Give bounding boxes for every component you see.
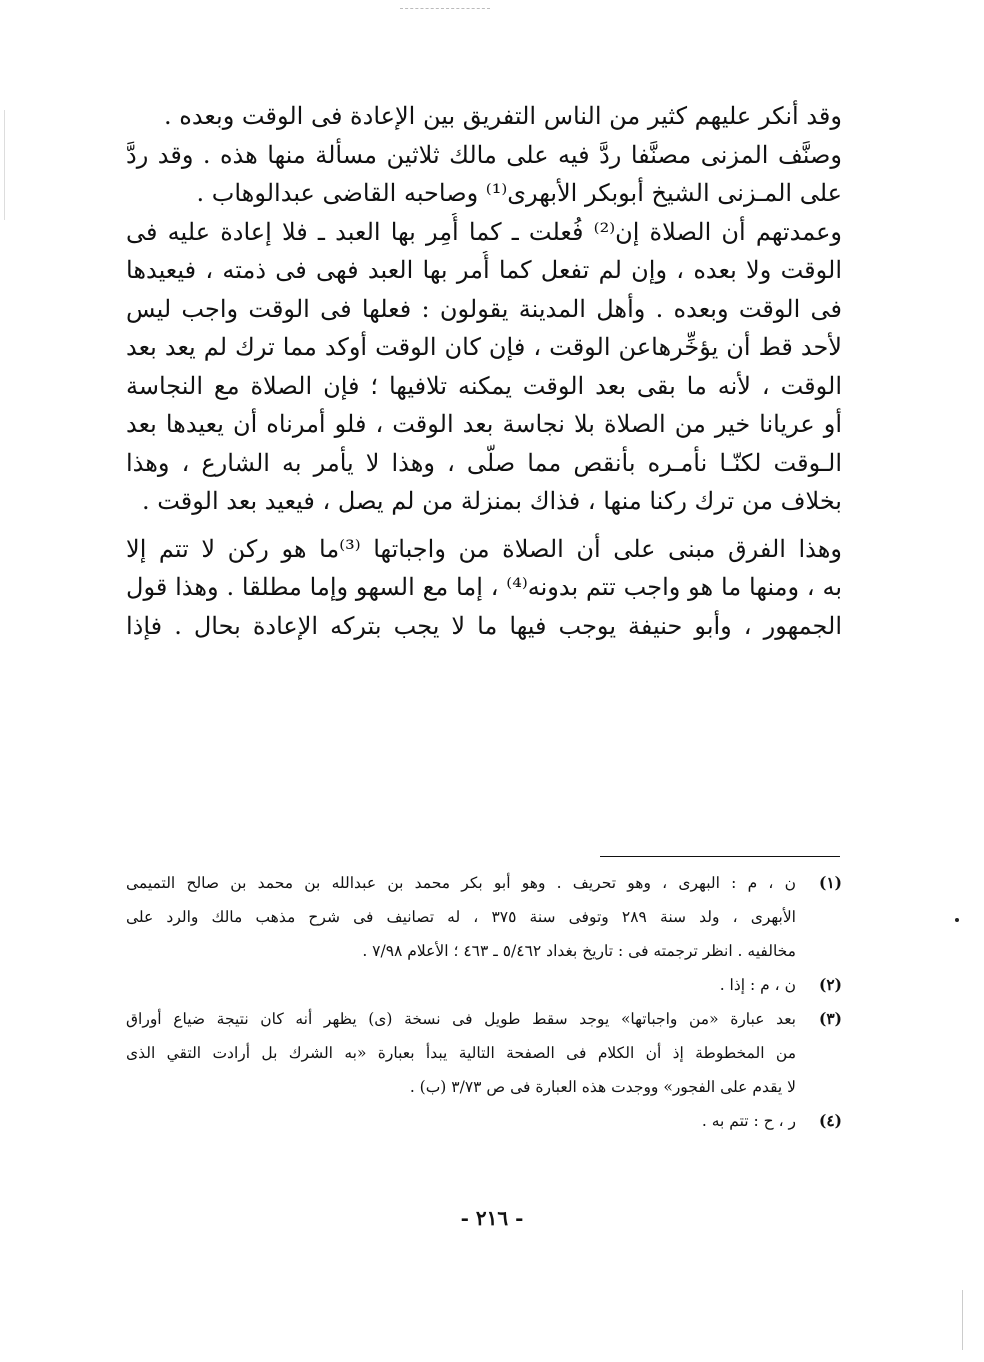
text-line: وهذا الفرق مبنى على أن الصلاة من واجباتها ⁽³⁾ما هو ركن لا تتم إلا (126, 534, 842, 563)
scan-dot (955, 918, 959, 922)
footnote-number: (٢) (818, 975, 842, 994)
footnote-number: (٤) (818, 1111, 842, 1130)
footnote (126, 1002, 842, 1104)
scan-margin-mark (962, 1290, 963, 1350)
footnotes (126, 866, 842, 1138)
footnote-line: ن ، م : إذا . (719, 976, 796, 994)
scan-margin-mark (4, 110, 5, 220)
footnote-line: من المخطوطة إذ أن الكلام فى الصفحة التالية يبدأ بعبارة «به الشرك بل أرادت التقي الذى (126, 1044, 796, 1062)
text-line: الـوقت لكنّـا نأمـره بأنقص مما صلّى ، وهذا لا يأمر به الشارع ، وهذا (126, 448, 842, 477)
text-line: الجمهور ، وأبو حنيفة يوجب فيها ما لا يجب بتركه الإعادة بحال . فإذا (126, 611, 842, 640)
footnote-number: (٣) (818, 1009, 842, 1028)
footnote-line: بعد عبارة «من واجباتها» يوجد سقط طويل فى نسخة (ى) يظهر أنه كان نتيجة ضياع أوراق (126, 1010, 796, 1028)
text-line: وصنَّف المزنى مصنَّفا ردَّ فيه على مالك ثلاثين مسألة منها هذه . وقد ردَّ (126, 140, 842, 169)
footnote (126, 866, 842, 968)
footnote-separator (600, 856, 840, 857)
footnote-line: لا يقدم على الفجور» ووجدت هذه العبارة فى ص ٣/٧٣ (ب) . (409, 1078, 796, 1096)
main-text (126, 97, 842, 645)
footnote (126, 1104, 842, 1138)
footnote-number: (١) (818, 873, 842, 892)
text-line: بخلاف من ترك ركنا منها ، فذاك بمنزلة من لم يصل ، فيعيد بعد الوقت . (141, 487, 842, 515)
text-line: به ، ومنها ما هو واجب تتم بدونه⁽⁴⁾ ، إما مع السهو وإما مطلقا . وهذا قول (126, 573, 842, 601)
footnote-line: ن ، م : البهرى ، وهو تحريف . وهو أبو بكر محمد بن عبدالله بن محمد بن صالح التميمى (126, 874, 796, 892)
footnote (126, 968, 842, 1002)
text-line: الوقت ، لأنه ما بقى بعد الوقت يمكنه تلافيها ؛ فإن الصلاة مع النجاسة (126, 371, 842, 400)
text-line: الوقت ولا بعده ، وإن لم تفعل كما أُمر بها العبد فهى فى ذمته ، فيعيدها (126, 256, 842, 284)
text-line: لأحد قط أن يؤخِّرهاعن الوقت ، فإن كان الوقت أوكد مما ترك لم يعد بعد (126, 333, 842, 361)
text-line: فى الوقت وبعده . وأهل المدينة يقولون : فعلها فى الوقت واجب ليس (126, 294, 842, 323)
text-line: وعمدتهم أن الصلاة إن⁽²⁾ فُعلت ـ كما أُمِر بها العبد ـ فلا إعادة عليه فى (126, 217, 842, 246)
page-number: - ٢١٦ - (460, 1206, 524, 1230)
text-line: وقد أنكر عليهم كثير من الناس التفريق بين الإعادة فى الوقت وبعده . (164, 102, 842, 130)
text-line: أو عريانا خير من الصلاة بلا نجاسة بعد الوقت ، فلو أمرناه أن يعيدها بعد (126, 410, 842, 438)
footnote-line: ر ، ح : تتم به . (701, 1112, 796, 1130)
footnote-line: الأبهرى ، ولد سنة ٢٨٩ وتوفى سنة ٣٧٥ ، له تصانيف فى شرح مذهب مالك والرد على (126, 908, 796, 926)
scan-top-mark (400, 8, 490, 10)
text-line: على المـزنى الشيخ أبوبكر الأبهرى⁽¹⁾ وصاحبه القاضى عبدالوهاب . (196, 179, 842, 207)
footnote-line: مخالفيه . انظر ترجمته فى : تاريخ بغداد ٥/٤٦٢ ـ ٤٦٣ ؛ الأعلام ٧/٩٨ . (362, 942, 796, 960)
